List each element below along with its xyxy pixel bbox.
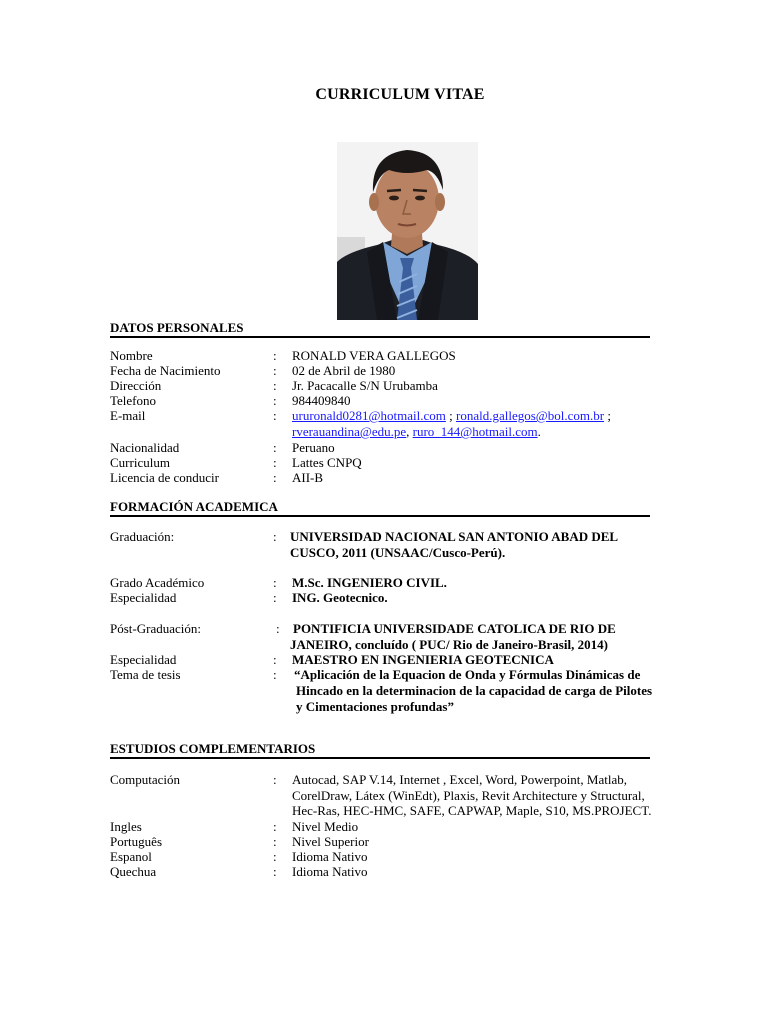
name-label: Nombre — [110, 348, 153, 363]
degree-value: M.Sc. INGENIERO CIVIL. — [292, 575, 447, 590]
nationality-value: Peruano — [292, 440, 335, 455]
computing-line-1: Autocad, SAP V.14, Internet , Excel, Word, Powerpoint, Matlab, — [292, 772, 627, 787]
postgrad-label: Póst-Graduación: — [110, 621, 201, 636]
name-value: RONALD VERA GALLEGOS — [292, 348, 456, 363]
specialty-2-label: Especialidad — [110, 652, 177, 667]
birthdate-value: 02 de Abril de 1980 — [292, 363, 396, 378]
colon: : — [273, 348, 277, 363]
colon: : — [273, 470, 277, 485]
specialty-value: ING. Geotecnico. — [292, 590, 388, 605]
email-separator: ; — [604, 408, 611, 423]
thesis-line-2: Hincado en la determinacion de la capacidad de carga de Pilotes — [296, 683, 653, 698]
email-separator: , — [406, 424, 413, 439]
colon: : — [273, 529, 277, 544]
colon: : — [273, 378, 277, 393]
email-separator: ; — [445, 408, 456, 423]
postgrad-line-1: PONTIFICIA UNIVERSIDADE CATOLICA DE RIO DE — [293, 621, 616, 636]
address-value: Jr. Pacacalle S/N Urubamba — [292, 378, 438, 393]
graduation-line-1: UNIVERSIDAD NACIONAL SAN ANTONIO ABAD DEL — [290, 529, 619, 544]
quechua-value: Idioma Nativo — [292, 864, 368, 879]
section-heading-academic: FORMACIÓN ACADEMICA — [110, 499, 650, 517]
colon: : — [273, 667, 277, 682]
email-end: . — [537, 424, 541, 439]
degree-label: Grado Académico — [110, 575, 205, 590]
computing-line-3: Hec-Ras, HEC-HMC, SAFE, CAPWAP, Maple, S10, MS.PROJECT. — [292, 803, 652, 818]
computing-label: Computación — [110, 772, 181, 787]
profile-photo — [337, 142, 478, 320]
email-link-3[interactable]: rverauandina@edu.pe — [292, 424, 407, 439]
colon: : — [273, 819, 277, 834]
colon: : — [273, 652, 277, 667]
phone-label: Telefono — [110, 393, 157, 408]
email-label: E-mail — [110, 408, 146, 423]
email-link-2[interactable]: ronald.gallegos@bol.com.br — [456, 408, 605, 423]
portrait-illustration — [337, 142, 478, 320]
quechua-label: Quechua — [110, 864, 157, 879]
curriculum-value: Lattes CNPQ — [292, 455, 362, 470]
computing-line-2: CorelDraw, Látex (WinEdt), Plaxis, Revit Architecture y Structural, — [292, 788, 645, 803]
curriculum-label: Curriculum — [110, 455, 170, 470]
colon: : — [273, 408, 277, 423]
spanish-label: Espanol — [110, 849, 152, 864]
colon: : — [273, 590, 277, 605]
section-heading-personal: DATOS PERSONALES — [110, 320, 650, 338]
postgrad-line-2: JANEIRO, concluído ( PUC/ Rio de Janeiro-Brasil, 2014) — [290, 637, 608, 652]
thesis-line-1: “Aplicación de la Equacion de Onda y Fórmulas Dinámicas de — [294, 667, 641, 682]
license-label: Licencia de conducir — [110, 470, 219, 485]
nationality-label: Nacionalidad — [110, 440, 180, 455]
graduation-line-2: CUSCO, 2011 (UNSAAC/Cusco-Perú). — [290, 545, 506, 560]
license-value: AII-B — [292, 470, 324, 485]
colon: : — [273, 772, 277, 787]
colon: : — [276, 621, 280, 636]
colon: : — [273, 834, 277, 849]
spanish-value: Idioma Nativo — [292, 849, 368, 864]
english-label: Ingles — [110, 819, 142, 834]
colon: : — [273, 393, 277, 408]
thesis-label: Tema de tesis — [110, 667, 181, 682]
colon: : — [273, 575, 277, 590]
specialty-2-value: MAESTRO EN INGENIERIA GEOTECNICA — [292, 652, 554, 667]
page-title: CURRICULUM VITAE — [315, 86, 485, 103]
section-heading-complementary: ESTUDIOS COMPLEMENTARIOS — [110, 741, 650, 759]
colon: : — [273, 363, 277, 378]
phone-value: 984409840 — [292, 393, 351, 408]
portuguese-label: Português — [110, 834, 162, 849]
email-link-4[interactable]: ruro_144@hotmail.com — [412, 424, 538, 439]
birthdate-label: Fecha de Nacimiento — [110, 363, 221, 378]
address-label: Dirección — [110, 378, 162, 393]
graduation-label: Graduación: — [110, 529, 175, 544]
english-value: Nivel Medio — [292, 819, 359, 834]
colon: : — [273, 849, 277, 864]
email-line-1 — [292, 408, 611, 424]
colon: : — [273, 440, 277, 455]
colon: : — [273, 455, 277, 470]
specialty-label: Especialidad — [110, 590, 177, 605]
email-link-1[interactable]: ururonald0281@hotmail.com — [292, 408, 446, 423]
portuguese-value: Nivel Superior — [292, 834, 369, 849]
thesis-line-3: y Cimentaciones profundas” — [296, 699, 454, 714]
email-line-2 — [292, 424, 541, 440]
colon: : — [273, 864, 277, 879]
